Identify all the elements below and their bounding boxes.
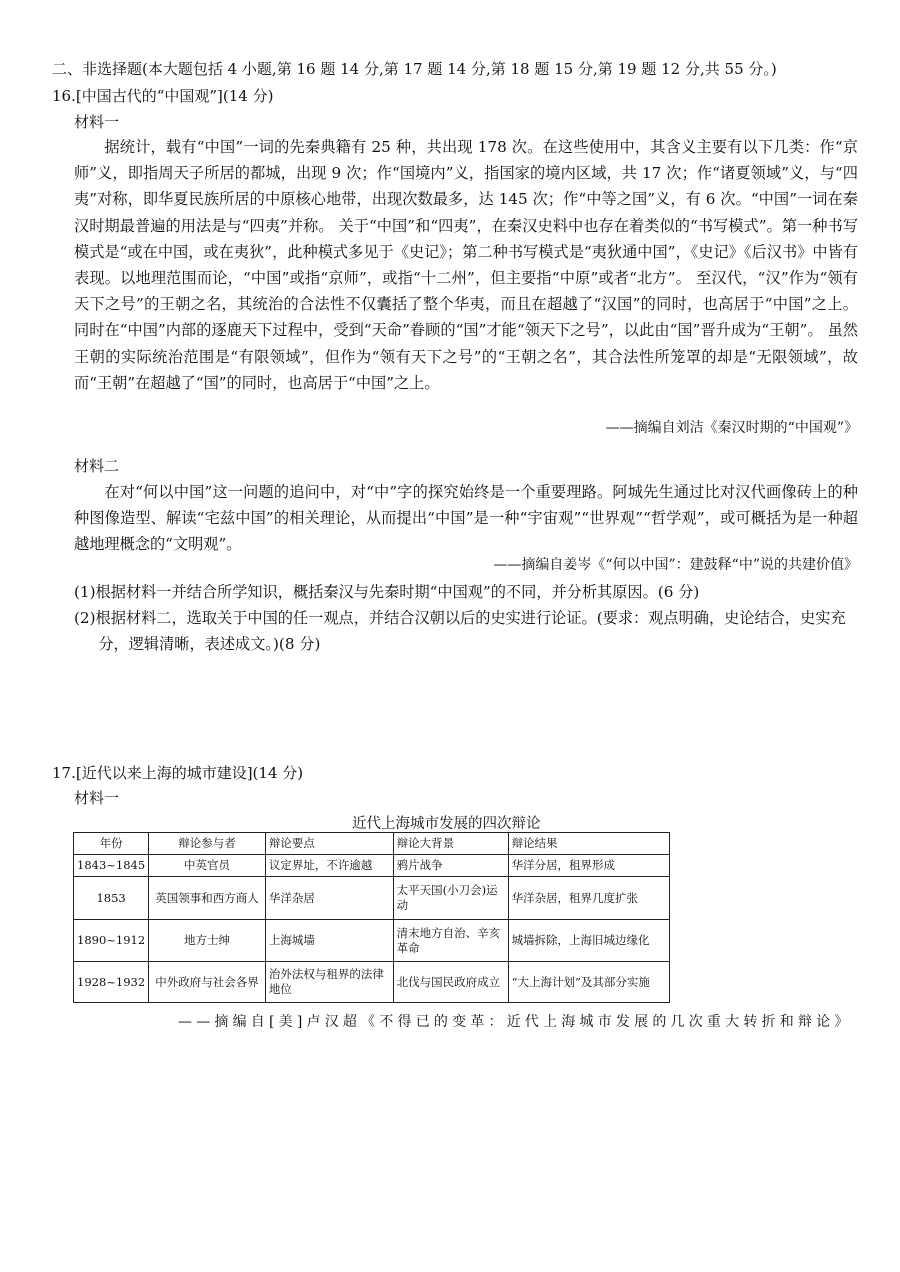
cell-participants: 地方士绅 — [149, 920, 266, 962]
header-key-points: 辩论要点 — [265, 833, 393, 855]
cell-key-points: 治外法权与租界的法律地位 — [265, 962, 393, 1003]
question-16-title: 16.[中国古代的“中国观”](14 分) — [52, 87, 274, 105]
q16-material2-source: ——摘编自姜岑《“何以中国”：建鼓释“中”说的共建价值》 — [493, 557, 858, 573]
cell-key-points: 华洋杂居 — [265, 877, 393, 920]
header-background: 辩论大背景 — [393, 833, 508, 855]
header-participants: 辩论参与者 — [149, 833, 266, 855]
cell-participants: 英国领事和西方商人 — [149, 877, 266, 920]
q16-material1-source: ——摘编自刘洁《秦汉时期的“中国观”》 — [605, 420, 858, 436]
q16-subquestion-2: (2)根据材料二，选取关于中国的任一观点，并结合汉朝以后的史实进行论证。(要求：观点明确，史论结合，史实充分，逻辑清晰，表述成文。)(8 分) — [74, 609, 846, 653]
header-result: 辩论结果 — [508, 833, 669, 855]
cell-background: 鸦片战争 — [393, 855, 508, 877]
cell-year: 1928~1932 — [74, 962, 149, 1003]
cell-participants: 中英官员 — [149, 855, 266, 877]
table-row — [74, 920, 670, 962]
section-header: 二、非选择题(本大题包括 4 小题,第 16 题 14 分,第 17 题 14 分,第 18 题 15 分,第 19 题 12 分,共 55 分。) — [52, 60, 777, 78]
debate-table — [73, 832, 670, 1003]
q16-subquestion-1: (1)根据材料一并结合所学知识，概括秦汉与先秦时期“中国观”的不同，并分析其原因。(6 分) — [74, 583, 700, 601]
q16-material1-text: 据统计，载有“中国”一词的先秦典籍有 25 种，共出现 178 次。在这些使用中，其含义主要有以下几类：作“京师”义，即指周天子所居的都城，出现 9 次；作“国境内”义，指国家的境内区域，共 17 次；作“诸夏领域”义，与“四夷”对称，即华夏民族所居的中原核心地带，出现次数最多，达 145 次；作“中等之国”义，有 6 次。“中国”一词在秦汉时期最普遍的用法是与“四夷”并称。 关于“中国”和“四夷”，在秦汉史料中也存在着类似的“书写模式”。第一种书写模式是“或在中国，或在夷狄”，此种模式多见于《史记》；第二种书写模式是“夷狄通中国”，《史记》《后汉书》中皆有表现。以地理范围而论，“中国”或指“京师”，或指“十二州”，但主要指“中原”或者“北方”。 至汉代，“汉”作为“领有天下之号”的王朝之名，其统治的合法性不仅囊括了整个华夷，而且在超越了“汉国”的同时，也高居于“中国”之上。 同时在“中国”内部的逐鹿天下过程中，受到“天命”眷顾的“国”才能“领天下之号”，以此由“国”晋升成为“王朝”。 虽然王朝的实际统治范围是“有限领域”，但作为“领有天下之号”的“王朝之名”，其合法性所笼罩的却是“无限领域”，故而“王朝”在超越了“国”的同时，也高居于“中国”之上。 — [74, 138, 858, 392]
cell-year: 1853 — [74, 877, 149, 920]
cell-result: 华洋分居，租界形成 — [508, 855, 669, 877]
q16-subquestions — [74, 579, 860, 657]
question-17-title: 17.[近代以来上海的城市建设](14 分) — [52, 764, 304, 782]
q16-material1-label: 材料一 — [74, 113, 120, 131]
header-year: 年份 — [74, 833, 149, 855]
cell-key-points: 议定界址，不许逾越 — [265, 855, 393, 877]
q16-material2-label: 材料二 — [74, 457, 120, 475]
cell-background: 清末地方自治、辛亥革命 — [393, 920, 508, 962]
cell-year: 1843~1845 — [74, 855, 149, 877]
cell-result: “大上海计划”及其部分实施 — [508, 962, 669, 1003]
table-row — [74, 962, 670, 1003]
table-row — [74, 877, 670, 920]
cell-result: 华洋杂居，租界几度扩张 — [508, 877, 669, 920]
cell-background: 北伐与国民政府成立 — [393, 962, 508, 1003]
table-header-row — [74, 833, 670, 855]
q16-material2-text: 在对“何以中国”这一问题的追问中，对“中”字的探究始终是一个重要理路。阿城先生通过比对汉代画像砖上的种种图像造型、解读“宅兹中国”的相关理论，从而提出“中国”是一种“宇宙观”“世界观”“哲学观”，或可概括为是一种超越地理概念的“文明观”。 — [74, 483, 858, 553]
q17-material1-label: 材料一 — [74, 789, 120, 807]
cell-year: 1890~1912 — [74, 920, 149, 962]
cell-background: 太平天国(小刀会)运动 — [393, 877, 508, 920]
cell-participants: 中外政府与社会各界 — [149, 962, 266, 1003]
cell-key-points: 上海城墙 — [265, 920, 393, 962]
table-caption: 近代上海城市发展的四次辩论 — [352, 816, 541, 832]
table-row — [74, 855, 670, 877]
table-source: ——摘编自[美]卢汉超《不得已的变革：近代上海城市发展的几次重大转折和辩论》 — [178, 1014, 853, 1030]
cell-result: 城墙拆除，上海旧城边缘化 — [508, 920, 669, 962]
